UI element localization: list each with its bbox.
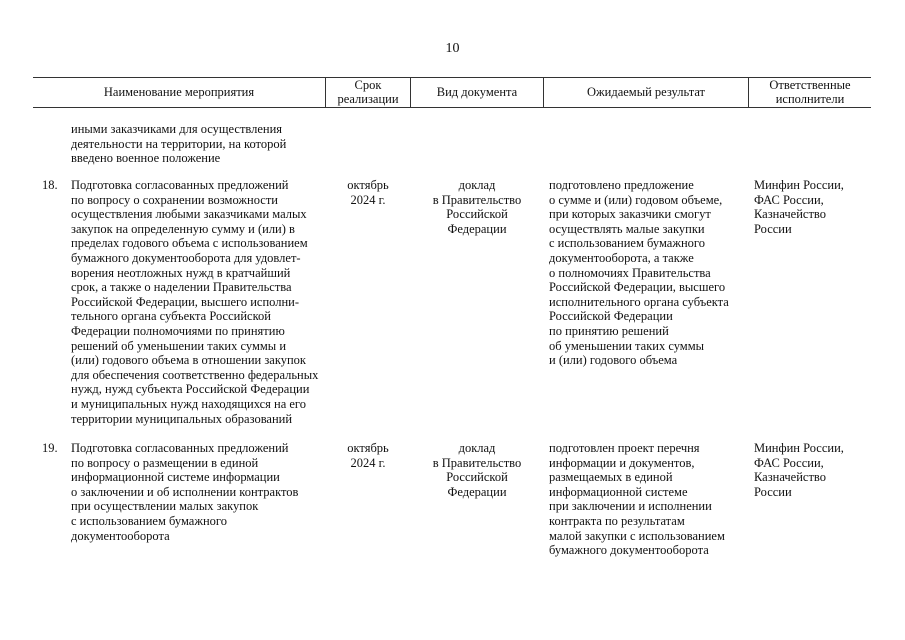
row-name: Подготовка согласованных предложений по вопросу о размещении в единой информационной системе информации о заключении и об исполнении контрактов при осуществлении малых закупок с использованием бумажного документооборота: [71, 441, 299, 543]
row-result: подготовлен проект перечня информации и документов, размещаемых в единой информационной системе при заключении и исполнении контракта по результатам малой закупки с использованием бумажного документооборота: [549, 441, 725, 558]
row-term: октябрь 2024 г.: [347, 441, 389, 470]
header-term: Срок реализации: [337, 78, 399, 106]
header-result: Ожидаемый результат: [586, 85, 706, 99]
row-name: Подготовка согласованных предложений по вопросу о сохранении возможности осуществления любыми заказчиками малых закупок на определенную сумму и (или) в пределах годового объема с использованием бумажного документооборота для удовлет- ворения неотложных нужд в кратчайший срок, а также о наделении Правительства Российской Федерации, высшего исполни- тельного органа субъекта Российской Федерации полномочиями по принятию решений об уменьшении таких суммы и (или) годового объема в отношении закупок для обеспечения соответственно федеральных нужд, нужд субъекта Российской Федерации и муниципальных нужд находящихся на его территории муниципальных образований: [71, 178, 319, 426]
row-result: подготовлено предложение о сумме и (или) годовом объеме, при которых заказчики смогут осуществлять малые закупки с использованием бумажного документооборота, а также о полномочиях Правительства Российской Федерации, высшего исполнительного органа субъекта Российской Федерации по принятию решений об уменьшении таких суммы и (или) годового объема: [549, 178, 729, 368]
row-responsible: Минфин России, ФАС России, Казначейство России: [754, 178, 844, 236]
row-number: 19.: [42, 441, 58, 455]
row-doc-type: доклад в Правительство Российской Федерации: [432, 178, 522, 236]
row-number: 18.: [42, 178, 58, 192]
row-term: октябрь 2024 г.: [347, 178, 389, 207]
header-doc-type: Вид документа: [436, 85, 518, 99]
continuation-text: иными заказчиками для осуществления деятельности на территории, на которой введено военное положение: [71, 122, 287, 166]
page-number: 10: [445, 41, 460, 56]
row-responsible: Минфин России, ФАС России, Казначейство России: [754, 441, 844, 499]
row-doc-type: доклад в Правительство Российской Федерации: [432, 441, 522, 499]
header-responsible: Ответственные исполнители: [769, 78, 851, 106]
header-name: Наименование мероприятия: [103, 85, 255, 99]
header-bottom-rule: [33, 107, 871, 108]
